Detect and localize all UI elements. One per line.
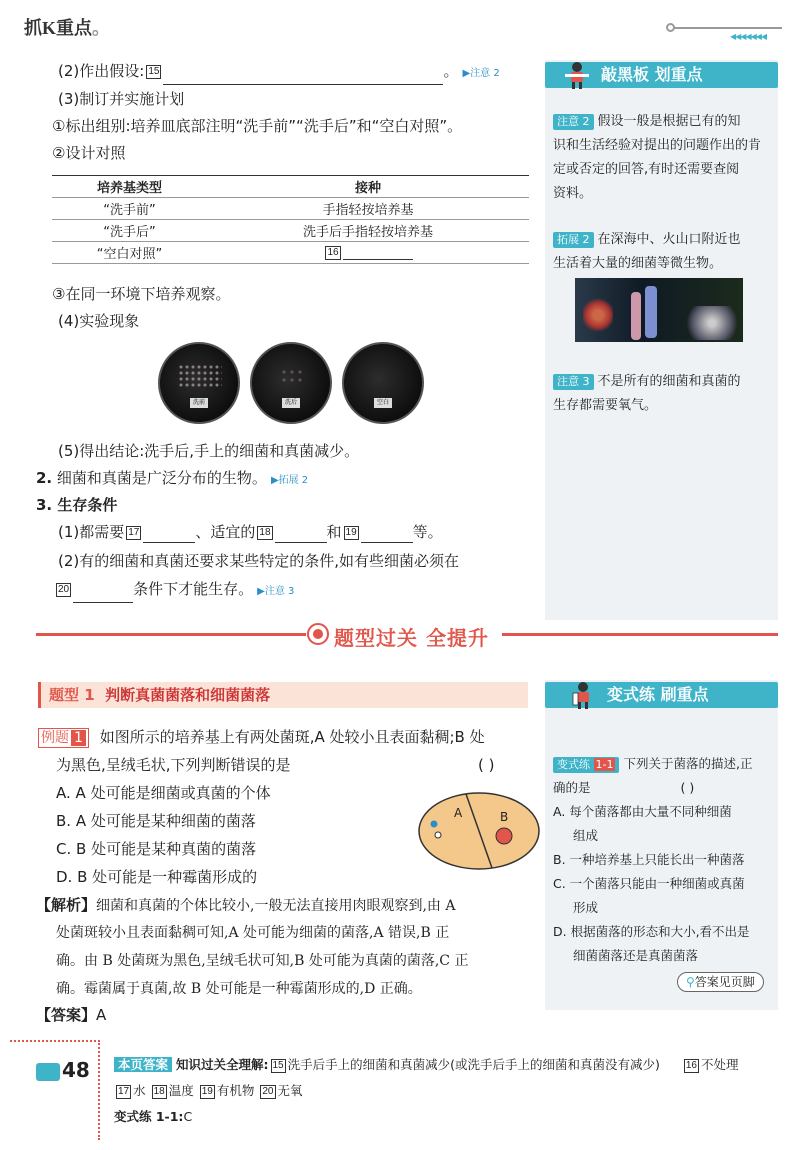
- sidebar2-title: 变式练 刷重点: [545, 682, 778, 708]
- item3-line: (3)制订并实施计划: [58, 90, 185, 108]
- option-c: C. B 处可能是某种真菌的菌落: [56, 840, 257, 858]
- table-header-type: 培养基类型: [52, 176, 207, 198]
- analysis-l3: 确。由 B 处菌斑为黑色,呈绒毛状可知,B 处可能为真菌的菌落,C 正: [56, 953, 469, 969]
- sidebar-key-points: [545, 60, 778, 620]
- note2-block: 注意 2 假设一般是根据已有的知 识和生活经验对提出的问题作出的肯 定或否定的回答,有时还需要查阅 资料。: [553, 114, 762, 201]
- variant-option-d: D. 根据菌落的形态和大小,看不出是: [553, 924, 750, 939]
- header-rule: [672, 27, 782, 29]
- teacher-icon: [563, 60, 591, 90]
- header-dot: [666, 23, 675, 32]
- banner-rule-right: [502, 633, 778, 636]
- note3-block: 注意 3 不是所有的细菌和真菌的 生存都需要氧气。: [553, 374, 741, 413]
- item4-line: (4)实验现象: [58, 312, 140, 330]
- student-icon: [569, 680, 597, 710]
- table-row: “洗手后” 洗手后手指轻按培养基: [52, 220, 529, 242]
- culture-medium-figure: [414, 786, 544, 876]
- banner-title: 题型过关 全提升: [334, 626, 489, 650]
- fig-label-a: A: [454, 806, 463, 820]
- deep-sea-photo: [575, 278, 743, 342]
- pin-icon: ⚲: [686, 975, 695, 989]
- variant-option-c: C. 一个菌落只能由一种细菌或真菌: [553, 876, 745, 891]
- cond2-line2: 20 条件下才能生存。 ▶注意 3: [54, 578, 294, 603]
- option-d: D. B 处可能是一种霉菌形成的: [56, 868, 258, 886]
- type1-heading: 题型 1 判断真菌菌落和细菌菌落: [38, 682, 528, 708]
- answer-link-button[interactable]: ⚲答案见页脚: [677, 972, 764, 992]
- footer-answers: 本页答案 知识过关全理解: 15 洗手后手上的细菌和真菌减少(或洗手后手上的细菌和真菌没有减少) 16 不处理 17 水 18 温度 19 有机物 20 无氧 变式练 1-1:C: [114, 1057, 739, 1124]
- control-table: [52, 175, 529, 264]
- point2-line: 2. 细菌和真菌是广泛分布的生物。 ▶拓展 2: [36, 469, 309, 487]
- sidebar-title: 敲黑板 划重点: [545, 62, 778, 88]
- header-arrows: ◀◀◀◀◀◀◀: [730, 32, 767, 41]
- example-question: 例题 1 如图所示的培养基上有两处菌斑,A 处较小且表面黏稠;B 处 为黑色,呈绒毛状,下列判断错误的是 ( ) A. A 处可能是细菌或真菌的个体 B. A 处可能是某种细菌的菌落 C. B 处可能是某种真菌的菌落 D. B 处可能是一种霉菌形成的 A B 【解析】细菌和真菌的个体比较小,一般无法直接用肉眼观察到,由 A 处菌斑较小且表面黏稠可知,A 处可能为细菌的菌落,A 错误,B 正 确。由 B 处菌斑为黑色,呈绒毛状可知,B 处可能为真菌的菌落,C 正 确。霉菌属于真菌,故 B 处可能是一种霉菌形成的,D 正确。 【答案】A: [38, 726, 538, 1026]
- cond2-line1: (2)有的细菌和真菌还要求某些特定的条件,如有些细菌必须在: [58, 552, 460, 570]
- table-row: “空白对照” 16: [52, 242, 529, 264]
- banner-rule-left: [36, 633, 306, 636]
- page-icon: [36, 1063, 60, 1081]
- banner-icon: [306, 622, 330, 646]
- variant-option-b: B. 一种培养基上只能长出一种菌落: [553, 852, 745, 867]
- note3-tag: 注意 3: [553, 374, 594, 390]
- analysis-l2: 处菌斑较小且表面黏稠可知,A 处可能为细菌的菌落,A 错误,B 正: [56, 925, 450, 941]
- option-a: A. A 处可能是细菌或真菌的个体: [56, 784, 271, 802]
- variant-question: 变式练 1-1 下列关于菌落的描述,正 确的是 ( ) A. 每个菌落都由大量不同种细菌 组成 B. 一种培养基上只能长出一种菌落 C. 一个菌落只能由一种细菌或真菌 形成 D. 根据菌落的形态和大小,看不出是 细菌菌落还是真菌菌落: [553, 752, 775, 968]
- point3-heading: 3. 生存条件: [36, 496, 118, 514]
- step3-line: ③在同一环境下培养观察。: [52, 285, 231, 303]
- page-number: 48: [36, 1058, 90, 1082]
- ext2-tag: 拓展 2: [553, 232, 594, 248]
- item2-line: (2)作出假设: 15 。 ▶注意 2: [58, 60, 500, 85]
- variant-tag: 变式练 1-1: [553, 757, 619, 773]
- item5-line: (5)得出结论:洗手后,手上的细菌和真菌减少。: [58, 442, 360, 460]
- option-b: B. A 处可能是某种细菌的菌落: [56, 812, 256, 830]
- variant-option-a: A. 每个菌落都由大量不同种细菌: [553, 804, 732, 819]
- ext2-block: 拓展 2 在深海中、火山口附近也 生活着大量的细菌等微生物。: [553, 232, 741, 271]
- fig-label-b: B: [500, 810, 509, 824]
- cond1-line: (1)都需要 17 、适宜的 18 和 19 等。: [58, 523, 443, 541]
- analysis-l1: 【解析】细菌和真菌的个体比较小,一般无法直接用肉眼观察到,由 A: [36, 896, 456, 914]
- petri-dish-blank: 空白: [342, 342, 424, 424]
- section-experiment: [36, 60, 540, 620]
- answer-line: 【答案】A: [36, 1006, 107, 1024]
- footer-dotted-border: [10, 1040, 100, 1140]
- step2-line: ②设计对照: [52, 144, 126, 162]
- petri-dish-after: 洗后: [250, 342, 332, 424]
- sidebar-variant: [545, 680, 778, 1010]
- header-logo: 抓K重点。: [24, 18, 111, 38]
- table-row: “洗手前” 手指轻按培养基: [52, 198, 529, 220]
- note2-tag: 注意 2: [553, 114, 594, 130]
- analysis-l4: 确。霉菌属于真菌,故 B 处可能是一种霉菌形成的,D 正确。: [56, 981, 422, 997]
- petri-dish-before: 洗前: [158, 342, 240, 424]
- example-tag: 例题 1: [38, 728, 89, 748]
- step1-line: ①标出组别:培养皿底部注明“洗手前”“洗手后”和“空白对照”。: [52, 117, 463, 135]
- table-header-inoculation: 接种: [207, 176, 529, 198]
- answer-tag: 本页答案: [114, 1057, 172, 1072]
